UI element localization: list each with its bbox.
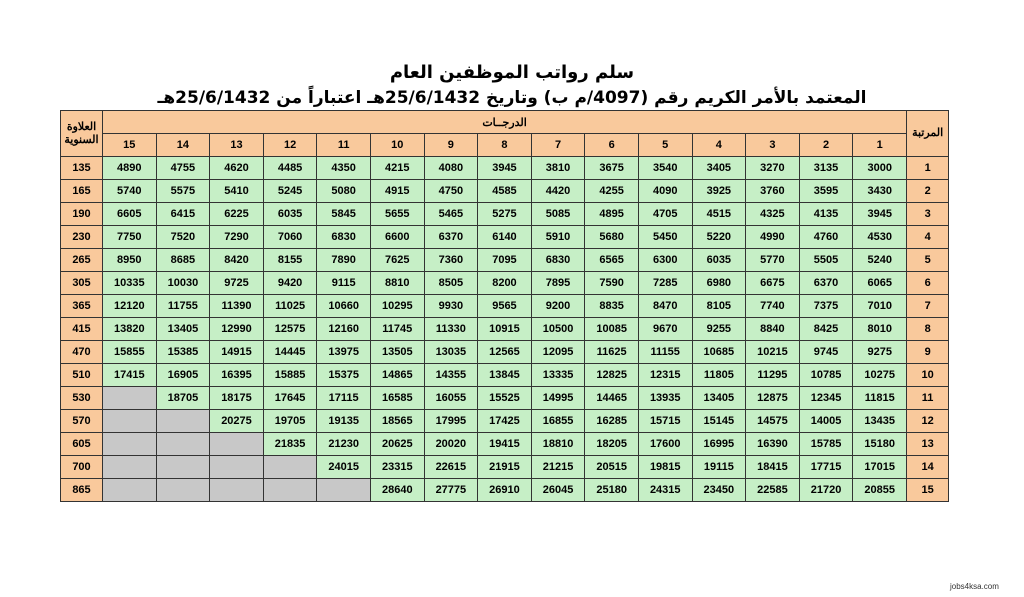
salary-cell: 5910	[531, 226, 585, 249]
salary-cell: 17115	[317, 387, 371, 410]
empty-salary-cell	[210, 479, 264, 502]
rank-cell: 4	[907, 226, 949, 249]
annual-raise-cell: 165	[61, 180, 103, 203]
salary-cell: 7290	[210, 226, 264, 249]
table-row	[61, 433, 949, 456]
annual-raise-cell: 265	[61, 249, 103, 272]
salary-cell: 9745	[799, 341, 853, 364]
salary-cell: 8420	[210, 249, 264, 272]
rank-cell: 13	[907, 433, 949, 456]
salary-cell: 21915	[478, 456, 532, 479]
salary-cell: 21215	[531, 456, 585, 479]
salary-cell: 22585	[746, 479, 800, 502]
salary-cell: 9930	[424, 295, 478, 318]
annual-raise-cell: 470	[61, 341, 103, 364]
salary-cell: 12565	[478, 341, 532, 364]
salary-cell: 4760	[799, 226, 853, 249]
salary-cell: 17600	[638, 433, 692, 456]
empty-salary-cell	[103, 387, 157, 410]
salary-cell: 7890	[317, 249, 371, 272]
annual-raise-cell: 230	[61, 226, 103, 249]
salary-cell: 11025	[263, 295, 317, 318]
salary-cell: 8470	[638, 295, 692, 318]
empty-salary-cell	[103, 433, 157, 456]
rank-cell: 11	[907, 387, 949, 410]
salary-cell: 6600	[370, 226, 424, 249]
empty-salary-cell	[156, 479, 210, 502]
salary-cell: 3540	[638, 157, 692, 180]
salary-cell: 13505	[370, 341, 424, 364]
salary-cell: 19135	[317, 410, 371, 433]
table-row	[61, 456, 949, 479]
salary-cell: 21230	[317, 433, 371, 456]
rank-cell: 2	[907, 180, 949, 203]
salary-cell: 7625	[370, 249, 424, 272]
salary-cell: 13975	[317, 341, 371, 364]
salary-cell: 4620	[210, 157, 264, 180]
salary-cell: 7740	[746, 295, 800, 318]
salary-cell: 5410	[210, 180, 264, 203]
salary-cell: 28640	[370, 479, 424, 502]
header-band-row	[61, 111, 949, 134]
salary-cell: 6415	[156, 203, 210, 226]
salary-cell: 5245	[263, 180, 317, 203]
salary-cell: 8200	[478, 272, 532, 295]
salary-cell: 8425	[799, 318, 853, 341]
salary-cell: 8840	[746, 318, 800, 341]
salary-cell: 3270	[746, 157, 800, 180]
rank-cell: 3	[907, 203, 949, 226]
salary-cell: 17715	[799, 456, 853, 479]
salary-cell: 4090	[638, 180, 692, 203]
salary-cell: 15525	[478, 387, 532, 410]
salary-cell: 11390	[210, 295, 264, 318]
salary-cell: 12825	[585, 364, 639, 387]
salary-cell: 10500	[531, 318, 585, 341]
salary-cell: 8685	[156, 249, 210, 272]
salary-cell: 4350	[317, 157, 371, 180]
salary-cell: 5080	[317, 180, 371, 203]
empty-salary-cell	[210, 433, 264, 456]
grade-number-header: 5	[638, 134, 692, 157]
table-row	[61, 364, 949, 387]
salary-cell: 11155	[638, 341, 692, 364]
rank-cell: 10	[907, 364, 949, 387]
salary-cell: 3925	[692, 180, 746, 203]
salary-cell: 20855	[853, 479, 907, 502]
salary-cell: 11815	[853, 387, 907, 410]
salary-cell: 12120	[103, 295, 157, 318]
grade-number-header: 7	[531, 134, 585, 157]
salary-cell: 11330	[424, 318, 478, 341]
salary-cell: 7895	[531, 272, 585, 295]
salary-cell: 20625	[370, 433, 424, 456]
salary-cell: 14465	[585, 387, 639, 410]
table-row	[61, 226, 949, 249]
salary-cell: 24315	[638, 479, 692, 502]
rank-cell: 14	[907, 456, 949, 479]
salary-cell: 4890	[103, 157, 157, 180]
salary-cell: 25180	[585, 479, 639, 502]
salary-cell: 15715	[638, 410, 692, 433]
salary-cell: 8155	[263, 249, 317, 272]
salary-cell: 12990	[210, 318, 264, 341]
salary-cell: 18565	[370, 410, 424, 433]
salary-cell: 8810	[370, 272, 424, 295]
salary-cell: 18175	[210, 387, 264, 410]
salary-cell: 11745	[370, 318, 424, 341]
salary-cell: 6140	[478, 226, 532, 249]
salary-cell: 10335	[103, 272, 157, 295]
salary-cell: 3430	[853, 180, 907, 203]
salary-cell: 12345	[799, 387, 853, 410]
salary-cell: 5845	[317, 203, 371, 226]
rank-cell: 12	[907, 410, 949, 433]
salary-cell: 5275	[478, 203, 532, 226]
salary-cell: 14995	[531, 387, 585, 410]
empty-salary-cell	[263, 479, 317, 502]
salary-cell: 22615	[424, 456, 478, 479]
salary-cell: 24015	[317, 456, 371, 479]
salary-cell: 7285	[638, 272, 692, 295]
salary-cell: 4255	[585, 180, 639, 203]
table-row	[61, 295, 949, 318]
salary-cell: 6980	[692, 272, 746, 295]
salary-cell: 15180	[853, 433, 907, 456]
salary-cell: 4485	[263, 157, 317, 180]
table-row	[61, 479, 949, 502]
salary-cell: 16855	[531, 410, 585, 433]
salary-cell: 8505	[424, 272, 478, 295]
annual-raise-cell: 135	[61, 157, 103, 180]
grade-number-header: 2	[799, 134, 853, 157]
salary-cell: 6035	[263, 203, 317, 226]
salary-cell: 12575	[263, 318, 317, 341]
salary-cell: 12875	[746, 387, 800, 410]
salary-cell: 5655	[370, 203, 424, 226]
empty-salary-cell	[103, 410, 157, 433]
salary-cell: 13435	[853, 410, 907, 433]
page-title: سلم رواتب الموظفين العام	[389, 62, 635, 83]
salary-cell: 6370	[799, 272, 853, 295]
rank-cell: 5	[907, 249, 949, 272]
salary-cell: 6605	[103, 203, 157, 226]
table-row	[61, 387, 949, 410]
salary-cell: 3945	[853, 203, 907, 226]
salary-cell: 11805	[692, 364, 746, 387]
salary-cell: 4420	[531, 180, 585, 203]
salary-cell: 15785	[799, 433, 853, 456]
salary-cell: 18705	[156, 387, 210, 410]
salary-cell: 7060	[263, 226, 317, 249]
rank-cell: 15	[907, 479, 949, 502]
rank-cell: 7	[907, 295, 949, 318]
salary-cell: 13335	[531, 364, 585, 387]
empty-salary-cell	[156, 433, 210, 456]
salary-cell: 4705	[638, 203, 692, 226]
salary-cell: 14445	[263, 341, 317, 364]
rank-cell: 6	[907, 272, 949, 295]
salary-cell: 7520	[156, 226, 210, 249]
rank-cell: 1	[907, 157, 949, 180]
salary-cell: 13820	[103, 318, 157, 341]
table-row	[61, 249, 949, 272]
annual-raise-cell: 530	[61, 387, 103, 410]
salary-cell: 6225	[210, 203, 264, 226]
salary-cell: 16585	[370, 387, 424, 410]
table-row	[61, 157, 949, 180]
salary-cell: 4585	[478, 180, 532, 203]
salary-cell: 4895	[585, 203, 639, 226]
salary-cell: 7095	[478, 249, 532, 272]
salary-cell: 19415	[478, 433, 532, 456]
salary-cell: 10085	[585, 318, 639, 341]
salary-cell: 19705	[263, 410, 317, 433]
salary-cell: 5450	[638, 226, 692, 249]
annual-raise-cell: 570	[61, 410, 103, 433]
rank-cell: 8	[907, 318, 949, 341]
salary-cell: 16390	[746, 433, 800, 456]
salary-cell: 4080	[424, 157, 478, 180]
salary-cell: 5680	[585, 226, 639, 249]
empty-salary-cell	[317, 479, 371, 502]
grade-number-header: 15	[103, 134, 157, 157]
annual-raise-cell: 510	[61, 364, 103, 387]
raise-column-header: العلاوة السنوية	[61, 111, 103, 157]
salary-cell: 15145	[692, 410, 746, 433]
salary-cell: 16055	[424, 387, 478, 410]
salary-scale-table-wrapper	[60, 110, 948, 502]
salary-cell: 9200	[531, 295, 585, 318]
salary-cell: 6565	[585, 249, 639, 272]
salary-cell: 6035	[692, 249, 746, 272]
salary-cell: 13935	[638, 387, 692, 410]
annual-raise-cell: 190	[61, 203, 103, 226]
empty-salary-cell	[210, 456, 264, 479]
salary-cell: 20020	[424, 433, 478, 456]
salary-cell: 7375	[799, 295, 853, 318]
salary-cell: 14575	[746, 410, 800, 433]
salary-cell: 3000	[853, 157, 907, 180]
salary-cell: 4325	[746, 203, 800, 226]
salary-cell: 27775	[424, 479, 478, 502]
salary-cell: 19115	[692, 456, 746, 479]
salary-cell: 9565	[478, 295, 532, 318]
salary-cell: 17015	[853, 456, 907, 479]
empty-salary-cell	[156, 456, 210, 479]
salary-cell: 4750	[424, 180, 478, 203]
salary-cell: 17425	[478, 410, 532, 433]
salary-cell: 5220	[692, 226, 746, 249]
salary-cell: 15855	[103, 341, 157, 364]
salary-cell: 4515	[692, 203, 746, 226]
footer-site-label: jobs4ksa.com	[950, 582, 999, 591]
salary-cell: 6370	[424, 226, 478, 249]
salary-cell: 10785	[799, 364, 853, 387]
salary-cell: 13405	[156, 318, 210, 341]
salary-cell: 10685	[692, 341, 746, 364]
salary-cell: 4755	[156, 157, 210, 180]
salary-cell: 6830	[531, 249, 585, 272]
grade-number-header: 10	[370, 134, 424, 157]
salary-cell: 6675	[746, 272, 800, 295]
salary-cell: 10295	[370, 295, 424, 318]
salary-cell: 3595	[799, 180, 853, 203]
salary-cell: 13405	[692, 387, 746, 410]
grade-number-header: 13	[210, 134, 264, 157]
salary-cell: 10660	[317, 295, 371, 318]
salary-cell: 17995	[424, 410, 478, 433]
salary-cell: 9420	[263, 272, 317, 295]
salary-cell: 15375	[317, 364, 371, 387]
salary-cell: 10215	[746, 341, 800, 364]
salary-table-body	[61, 111, 949, 502]
salary-cell: 4530	[853, 226, 907, 249]
grade-number-header: 3	[746, 134, 800, 157]
empty-salary-cell	[156, 410, 210, 433]
salary-cell: 8950	[103, 249, 157, 272]
salary-cell: 11755	[156, 295, 210, 318]
grade-number-header: 11	[317, 134, 371, 157]
salary-cell: 9115	[317, 272, 371, 295]
salary-cell: 12095	[531, 341, 585, 364]
salary-cell: 18810	[531, 433, 585, 456]
salary-cell: 16995	[692, 433, 746, 456]
grade-number-header: 8	[478, 134, 532, 157]
salary-cell: 21720	[799, 479, 853, 502]
salary-cell: 26045	[531, 479, 585, 502]
annual-raise-cell: 700	[61, 456, 103, 479]
empty-salary-cell	[263, 456, 317, 479]
salary-cell: 9670	[638, 318, 692, 341]
salary-cell: 19815	[638, 456, 692, 479]
salary-cell: 16395	[210, 364, 264, 387]
salary-cell: 3405	[692, 157, 746, 180]
table-row	[61, 410, 949, 433]
annual-raise-cell: 865	[61, 479, 103, 502]
salary-cell: 8105	[692, 295, 746, 318]
table-row	[61, 318, 949, 341]
salary-cell: 14005	[799, 410, 853, 433]
salary-cell: 12160	[317, 318, 371, 341]
salary-cell: 4990	[746, 226, 800, 249]
table-row	[61, 180, 949, 203]
salary-cell: 5575	[156, 180, 210, 203]
salary-cell: 9725	[210, 272, 264, 295]
salary-cell: 3675	[585, 157, 639, 180]
salary-cell: 12315	[638, 364, 692, 387]
annual-raise-cell: 305	[61, 272, 103, 295]
salary-cell: 18415	[746, 456, 800, 479]
salary-cell: 14915	[210, 341, 264, 364]
salary-cell: 21835	[263, 433, 317, 456]
salary-cell: 4135	[799, 203, 853, 226]
grade-number-header: 6	[585, 134, 639, 157]
rank-column-header: المرتبة	[907, 111, 949, 157]
annual-raise-cell: 605	[61, 433, 103, 456]
salary-cell: 7590	[585, 272, 639, 295]
salary-cell: 14865	[370, 364, 424, 387]
salary-cell: 4915	[370, 180, 424, 203]
empty-salary-cell	[103, 456, 157, 479]
table-row	[61, 272, 949, 295]
salary-cell: 10915	[478, 318, 532, 341]
salary-cell: 6065	[853, 272, 907, 295]
salary-cell: 10030	[156, 272, 210, 295]
salary-cell: 20515	[585, 456, 639, 479]
salary-cell: 23315	[370, 456, 424, 479]
salary-cell: 6300	[638, 249, 692, 272]
salary-cell: 8835	[585, 295, 639, 318]
salary-cell: 9275	[853, 341, 907, 364]
salary-cell: 6830	[317, 226, 371, 249]
salary-cell: 17415	[103, 364, 157, 387]
salary-cell: 3760	[746, 180, 800, 203]
salary-cell: 11295	[746, 364, 800, 387]
salary-cell: 14355	[424, 364, 478, 387]
salary-cell: 15385	[156, 341, 210, 364]
grade-number-header: 12	[263, 134, 317, 157]
grade-number-header: 9	[424, 134, 478, 157]
annual-raise-cell: 415	[61, 318, 103, 341]
salary-cell: 5465	[424, 203, 478, 226]
salary-cell: 10275	[853, 364, 907, 387]
salary-cell: 13845	[478, 364, 532, 387]
salary-cell: 5085	[531, 203, 585, 226]
salary-cell: 3135	[799, 157, 853, 180]
salary-cell: 8010	[853, 318, 907, 341]
salary-cell: 7360	[424, 249, 478, 272]
salary-cell: 11625	[585, 341, 639, 364]
salary-cell: 5505	[799, 249, 853, 272]
grade-number-header: 1	[853, 134, 907, 157]
annual-raise-cell: 365	[61, 295, 103, 318]
salary-cell: 4215	[370, 157, 424, 180]
page-subtitle: المعتمد بالأمر الكريم رقم (4097/م ب) وتاريخ 25/6/1432هـ اعتباراً من 25/6/1432هـ	[157, 88, 867, 108]
salary-cell: 16285	[585, 410, 639, 433]
grades-header: الدرجــات	[103, 111, 907, 134]
salary-cell: 13035	[424, 341, 478, 364]
rank-cell: 9	[907, 341, 949, 364]
salary-cell: 17645	[263, 387, 317, 410]
salary-cell: 20275	[210, 410, 264, 433]
grade-number-header: 14	[156, 134, 210, 157]
salary-cell: 16905	[156, 364, 210, 387]
salary-cell: 7750	[103, 226, 157, 249]
grade-number-header: 4	[692, 134, 746, 157]
salary-cell: 3945	[478, 157, 532, 180]
empty-salary-cell	[103, 479, 157, 502]
salary-scale-table	[60, 110, 949, 502]
salary-cell: 3810	[531, 157, 585, 180]
salary-cell: 5770	[746, 249, 800, 272]
table-row	[61, 341, 949, 364]
salary-cell: 18205	[585, 433, 639, 456]
salary-cell: 5740	[103, 180, 157, 203]
salary-cell: 15885	[263, 364, 317, 387]
table-row	[61, 203, 949, 226]
salary-cell: 7010	[853, 295, 907, 318]
salary-cell: 9255	[692, 318, 746, 341]
salary-cell: 26910	[478, 479, 532, 502]
salary-cell: 23450	[692, 479, 746, 502]
grade-numbers-row	[61, 134, 949, 157]
salary-cell: 5240	[853, 249, 907, 272]
